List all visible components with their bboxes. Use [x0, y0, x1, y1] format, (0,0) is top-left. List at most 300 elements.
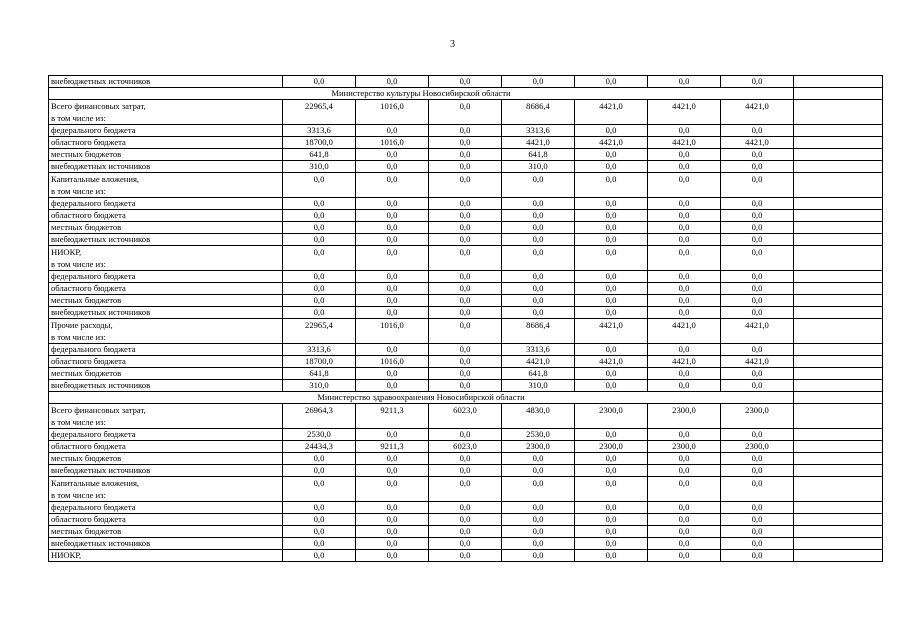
row-label-cell — [49, 271, 283, 283]
value-cell: 4421,0 — [575, 137, 648, 149]
value-cell: 4421,0 — [575, 319, 648, 344]
value-cell: 0,0 — [356, 246, 429, 271]
row-sublabel: в том числе из: — [51, 113, 106, 123]
notes-cell — [794, 538, 883, 550]
row-label: местных бюджетов — [51, 149, 122, 159]
row-label: местных бюджетов — [51, 526, 122, 536]
value-cell: 0,0 — [721, 222, 794, 234]
value-cell: 0,0 — [429, 295, 502, 307]
value-cell: 2300,0 — [502, 441, 575, 453]
value-cell: 0,0 — [721, 453, 794, 465]
value-cell: 26964,3 — [283, 404, 356, 429]
value-cell: 4421,0 — [721, 319, 794, 344]
value-cell: 0,0 — [575, 161, 648, 173]
value-cell: 0,0 — [356, 234, 429, 246]
value-cell: 0,0 — [502, 538, 575, 550]
value-cell: 0,0 — [502, 526, 575, 538]
table-row — [49, 76, 883, 88]
value-cell: 0,0 — [648, 149, 721, 161]
value-cell: 0,0 — [575, 173, 648, 198]
notes-cell — [794, 526, 883, 538]
table-row — [49, 356, 883, 368]
row-sublabel: в том числе из: — [51, 417, 106, 427]
value-cell: 0,0 — [502, 283, 575, 295]
value-cell: 0,0 — [721, 210, 794, 222]
row-label: областного бюджета — [51, 137, 126, 147]
row-label-cell — [49, 149, 283, 161]
value-cell: 22965,4 — [283, 319, 356, 344]
row-label: федерального бюджета — [51, 198, 136, 208]
row-label: федерального бюджета — [51, 502, 136, 512]
page-number: 3 — [450, 39, 455, 50]
row-label-cell — [49, 125, 283, 137]
row-label: НИОКР, — [51, 550, 82, 560]
value-cell: 0,0 — [648, 198, 721, 210]
value-cell: 0,0 — [648, 246, 721, 271]
value-cell: 0,0 — [356, 429, 429, 441]
value-cell: 641,8 — [502, 368, 575, 380]
value-cell: 0,0 — [429, 149, 502, 161]
value-cell: 0,0 — [721, 514, 794, 526]
value-cell: 0,0 — [356, 550, 429, 562]
value-cell: 4421,0 — [721, 356, 794, 368]
value-cell: 0,0 — [575, 222, 648, 234]
value-cell: 0,0 — [283, 307, 356, 319]
value-cell: 0,0 — [429, 307, 502, 319]
notes-cell — [794, 210, 883, 222]
value-cell: 0,0 — [648, 368, 721, 380]
value-cell: 0,0 — [283, 502, 356, 514]
notes-cell — [794, 100, 883, 125]
value-cell: 0,0 — [429, 356, 502, 368]
notes-cell — [794, 453, 883, 465]
row-sublabel: в том числе из: — [51, 259, 106, 269]
notes-cell — [794, 234, 883, 246]
value-cell: 0,0 — [648, 76, 721, 88]
row-label: областного бюджета — [51, 210, 126, 220]
row-label-cell — [49, 319, 283, 344]
budget-table — [48, 75, 883, 562]
value-cell: 0,0 — [575, 380, 648, 392]
notes-cell — [794, 465, 883, 477]
row-label: Всего финансовых затрат, — [51, 101, 146, 111]
value-cell: 0,0 — [356, 125, 429, 137]
notes-cell — [794, 477, 883, 502]
value-cell: 0,0 — [356, 76, 429, 88]
notes-cell — [794, 198, 883, 210]
value-cell: 0,0 — [648, 429, 721, 441]
row-label-cell — [49, 441, 283, 453]
table-row — [49, 222, 883, 234]
row-label-cell — [49, 173, 283, 198]
value-cell: 0,0 — [575, 502, 648, 514]
value-cell: 0,0 — [356, 161, 429, 173]
value-cell: 310,0 — [283, 380, 356, 392]
row-label-cell — [49, 465, 283, 477]
value-cell: 0,0 — [721, 295, 794, 307]
notes-cell — [794, 161, 883, 173]
value-cell: 2300,0 — [575, 404, 648, 429]
value-cell: 0,0 — [429, 271, 502, 283]
value-cell: 310,0 — [283, 161, 356, 173]
table-row — [49, 380, 883, 392]
value-cell: 0,0 — [502, 550, 575, 562]
value-cell: 0,0 — [648, 526, 721, 538]
value-cell: 0,0 — [283, 246, 356, 271]
table-row — [49, 514, 883, 526]
table-row — [49, 453, 883, 465]
table-row — [49, 344, 883, 356]
value-cell: 0,0 — [429, 222, 502, 234]
table-row — [49, 173, 883, 198]
value-cell: 0,0 — [575, 271, 648, 283]
section-title: Министерство здравоохранения Новосибирской области — [49, 392, 794, 404]
row-label-cell — [49, 161, 283, 173]
row-label: Всего финансовых затрат, — [51, 405, 146, 415]
value-cell: 0,0 — [721, 526, 794, 538]
value-cell: 0,0 — [429, 465, 502, 477]
row-label: внебюджетных источников — [51, 76, 151, 86]
table-row — [49, 368, 883, 380]
value-cell: 0,0 — [575, 198, 648, 210]
value-cell: 0,0 — [575, 514, 648, 526]
value-cell: 0,0 — [721, 380, 794, 392]
value-cell: 1016,0 — [356, 319, 429, 344]
value-cell: 0,0 — [648, 295, 721, 307]
row-label-cell — [49, 222, 283, 234]
value-cell: 0,0 — [502, 295, 575, 307]
value-cell: 641,8 — [502, 149, 575, 161]
table-row — [49, 465, 883, 477]
notes-cell — [794, 295, 883, 307]
value-cell: 18700,0 — [283, 356, 356, 368]
row-label: областного бюджета — [51, 283, 126, 293]
value-cell: 0,0 — [648, 477, 721, 502]
value-cell: 3313,6 — [283, 344, 356, 356]
row-label-cell — [49, 234, 283, 246]
notes-cell — [794, 380, 883, 392]
row-label-cell — [49, 526, 283, 538]
value-cell: 9211,3 — [356, 404, 429, 429]
value-cell: 0,0 — [429, 453, 502, 465]
value-cell: 0,0 — [283, 453, 356, 465]
row-label-cell — [49, 429, 283, 441]
value-cell: 0,0 — [429, 368, 502, 380]
value-cell: 0,0 — [502, 222, 575, 234]
value-cell: 0,0 — [283, 234, 356, 246]
value-cell: 0,0 — [575, 477, 648, 502]
value-cell: 4421,0 — [648, 137, 721, 149]
value-cell: 0,0 — [356, 344, 429, 356]
value-cell: 0,0 — [575, 307, 648, 319]
notes-cell — [794, 125, 883, 137]
value-cell: 0,0 — [429, 198, 502, 210]
row-label: федерального бюджета — [51, 125, 136, 135]
value-cell: 0,0 — [721, 234, 794, 246]
row-label-cell — [49, 356, 283, 368]
value-cell: 0,0 — [283, 465, 356, 477]
value-cell: 0,0 — [429, 246, 502, 271]
table-row — [49, 404, 883, 429]
value-cell: 0,0 — [429, 502, 502, 514]
notes-cell — [794, 246, 883, 271]
value-cell: 8686,4 — [502, 100, 575, 125]
value-cell: 0,0 — [429, 173, 502, 198]
value-cell: 0,0 — [283, 514, 356, 526]
value-cell: 0,0 — [356, 149, 429, 161]
notes-cell — [794, 441, 883, 453]
value-cell: 0,0 — [721, 550, 794, 562]
value-cell: 0,0 — [283, 222, 356, 234]
value-cell: 4421,0 — [648, 356, 721, 368]
value-cell: 0,0 — [575, 76, 648, 88]
value-cell: 4421,0 — [575, 356, 648, 368]
value-cell: 0,0 — [429, 477, 502, 502]
value-cell: 0,0 — [429, 344, 502, 356]
notes-cell — [794, 550, 883, 562]
value-cell: 0,0 — [356, 283, 429, 295]
row-label: Капитальные вложения, — [51, 174, 140, 184]
value-cell: 0,0 — [356, 271, 429, 283]
row-label: местных бюджетов — [51, 295, 122, 305]
row-label-cell — [49, 246, 283, 271]
value-cell: 0,0 — [575, 465, 648, 477]
value-cell: 0,0 — [356, 368, 429, 380]
value-cell: 0,0 — [721, 161, 794, 173]
value-cell: 0,0 — [429, 100, 502, 125]
notes-cell — [794, 429, 883, 441]
value-cell: 641,8 — [283, 149, 356, 161]
value-cell: 0,0 — [575, 453, 648, 465]
value-cell: 0,0 — [429, 125, 502, 137]
value-cell: 0,0 — [502, 307, 575, 319]
value-cell: 2300,0 — [721, 441, 794, 453]
row-label-cell — [49, 137, 283, 149]
value-cell: 4421,0 — [648, 319, 721, 344]
value-cell: 0,0 — [356, 198, 429, 210]
row-label: внебюджетных источников — [51, 380, 151, 390]
value-cell: 0,0 — [356, 453, 429, 465]
value-cell: 0,0 — [721, 429, 794, 441]
value-cell: 0,0 — [648, 550, 721, 562]
value-cell: 0,0 — [283, 76, 356, 88]
table-row — [49, 210, 883, 222]
value-cell: 0,0 — [648, 453, 721, 465]
value-cell: 0,0 — [356, 514, 429, 526]
value-cell: 0,0 — [502, 514, 575, 526]
value-cell: 0,0 — [429, 137, 502, 149]
notes-cell — [794, 356, 883, 368]
row-label: Прочие расходы, — [51, 320, 113, 330]
value-cell: 0,0 — [429, 234, 502, 246]
value-cell: 0,0 — [721, 344, 794, 356]
value-cell: 0,0 — [283, 198, 356, 210]
budget-table-body — [49, 76, 883, 562]
section-row — [49, 88, 883, 100]
row-sublabel: в том числе из: — [51, 186, 106, 196]
value-cell: 0,0 — [356, 526, 429, 538]
value-cell: 0,0 — [429, 161, 502, 173]
value-cell: 0,0 — [283, 550, 356, 562]
value-cell: 0,0 — [721, 538, 794, 550]
row-label-cell — [49, 76, 283, 88]
value-cell: 8686,4 — [502, 319, 575, 344]
value-cell: 0,0 — [575, 368, 648, 380]
table-row — [49, 198, 883, 210]
value-cell: 0,0 — [283, 271, 356, 283]
value-cell: 0,0 — [283, 538, 356, 550]
notes-cell — [794, 88, 883, 100]
notes-cell — [794, 344, 883, 356]
table-row — [49, 125, 883, 137]
value-cell: 0,0 — [575, 550, 648, 562]
value-cell: 4421,0 — [648, 100, 721, 125]
row-label-cell — [49, 380, 283, 392]
value-cell: 0,0 — [575, 344, 648, 356]
value-cell: 0,0 — [648, 271, 721, 283]
value-cell: 2530,0 — [283, 429, 356, 441]
row-label-cell — [49, 453, 283, 465]
value-cell: 1016,0 — [356, 356, 429, 368]
section-row — [49, 392, 883, 404]
value-cell: 641,8 — [283, 368, 356, 380]
value-cell: 2530,0 — [502, 429, 575, 441]
row-label: внебюджетных источников — [51, 465, 151, 475]
value-cell: 4830,0 — [502, 404, 575, 429]
row-label-cell — [49, 404, 283, 429]
value-cell: 6023,0 — [429, 404, 502, 429]
value-cell: 0,0 — [575, 246, 648, 271]
value-cell: 0,0 — [721, 198, 794, 210]
value-cell: 2300,0 — [648, 441, 721, 453]
value-cell: 0,0 — [502, 465, 575, 477]
table-row — [49, 137, 883, 149]
value-cell: 0,0 — [575, 149, 648, 161]
value-cell: 0,0 — [502, 246, 575, 271]
value-cell: 0,0 — [575, 234, 648, 246]
section-title: Министерство культуры Новосибирской области — [49, 88, 794, 100]
value-cell: 2300,0 — [575, 441, 648, 453]
row-label: внебюджетных источников — [51, 538, 151, 548]
value-cell: 0,0 — [283, 526, 356, 538]
notes-cell — [794, 222, 883, 234]
row-label-cell — [49, 198, 283, 210]
value-cell: 0,0 — [502, 173, 575, 198]
value-cell: 1016,0 — [356, 137, 429, 149]
value-cell: 0,0 — [283, 477, 356, 502]
row-label-cell — [49, 502, 283, 514]
value-cell: 0,0 — [356, 173, 429, 198]
value-cell: 310,0 — [502, 161, 575, 173]
value-cell: 0,0 — [283, 210, 356, 222]
row-label: местных бюджетов — [51, 368, 122, 378]
value-cell: 0,0 — [648, 538, 721, 550]
value-cell: 0,0 — [429, 319, 502, 344]
table-row — [49, 283, 883, 295]
row-label: внебюджетных источников — [51, 161, 151, 171]
value-cell: 0,0 — [502, 76, 575, 88]
row-label: федерального бюджета — [51, 271, 136, 281]
row-label-cell — [49, 538, 283, 550]
value-cell: 0,0 — [356, 222, 429, 234]
table-row — [49, 429, 883, 441]
table-row — [49, 295, 883, 307]
table-row — [49, 550, 883, 562]
value-cell: 0,0 — [356, 477, 429, 502]
value-cell: 0,0 — [575, 429, 648, 441]
value-cell: 0,0 — [575, 210, 648, 222]
table-row — [49, 161, 883, 173]
value-cell: 0,0 — [429, 380, 502, 392]
value-cell: 0,0 — [502, 198, 575, 210]
value-cell: 0,0 — [502, 502, 575, 514]
value-cell: 0,0 — [502, 234, 575, 246]
value-cell: 3313,6 — [502, 125, 575, 137]
table-row — [49, 307, 883, 319]
table-row — [49, 477, 883, 502]
value-cell: 0,0 — [648, 173, 721, 198]
value-cell: 310,0 — [502, 380, 575, 392]
value-cell: 0,0 — [356, 502, 429, 514]
value-cell: 1016,0 — [356, 100, 429, 125]
value-cell: 0,0 — [648, 210, 721, 222]
value-cell: 0,0 — [575, 526, 648, 538]
value-cell: 0,0 — [721, 368, 794, 380]
value-cell: 2300,0 — [648, 404, 721, 429]
value-cell: 0,0 — [721, 76, 794, 88]
row-label-cell — [49, 100, 283, 125]
value-cell: 0,0 — [648, 125, 721, 137]
row-label: местных бюджетов — [51, 222, 122, 232]
value-cell: 0,0 — [283, 295, 356, 307]
table-row — [49, 271, 883, 283]
value-cell: 0,0 — [502, 271, 575, 283]
row-label: местных бюджетов — [51, 453, 122, 463]
value-cell: 22965,4 — [283, 100, 356, 125]
row-sublabel: в том числе из: — [51, 332, 106, 342]
row-label: областного бюджета — [51, 514, 126, 524]
value-cell: 4421,0 — [721, 137, 794, 149]
row-label: Капитальные вложения, — [51, 478, 140, 488]
value-cell: 0,0 — [721, 283, 794, 295]
row-sublabel: в том числе из: — [51, 490, 106, 500]
value-cell: 0,0 — [575, 125, 648, 137]
value-cell: 0,0 — [721, 271, 794, 283]
value-cell: 0,0 — [429, 283, 502, 295]
value-cell: 0,0 — [721, 246, 794, 271]
table-row — [49, 234, 883, 246]
value-cell: 4421,0 — [721, 100, 794, 125]
value-cell: 0,0 — [648, 307, 721, 319]
notes-cell — [794, 514, 883, 526]
value-cell: 0,0 — [575, 283, 648, 295]
table-row — [49, 319, 883, 344]
value-cell: 0,0 — [648, 465, 721, 477]
notes-cell — [794, 137, 883, 149]
value-cell: 0,0 — [429, 538, 502, 550]
value-cell: 0,0 — [356, 210, 429, 222]
value-cell: 0,0 — [429, 76, 502, 88]
value-cell: 0,0 — [429, 526, 502, 538]
value-cell: 0,0 — [429, 210, 502, 222]
value-cell: 0,0 — [356, 380, 429, 392]
value-cell: 0,0 — [283, 283, 356, 295]
value-cell: 3313,6 — [283, 125, 356, 137]
row-label-cell — [49, 344, 283, 356]
value-cell: 0,0 — [721, 125, 794, 137]
value-cell: 4421,0 — [502, 356, 575, 368]
value-cell: 0,0 — [648, 344, 721, 356]
